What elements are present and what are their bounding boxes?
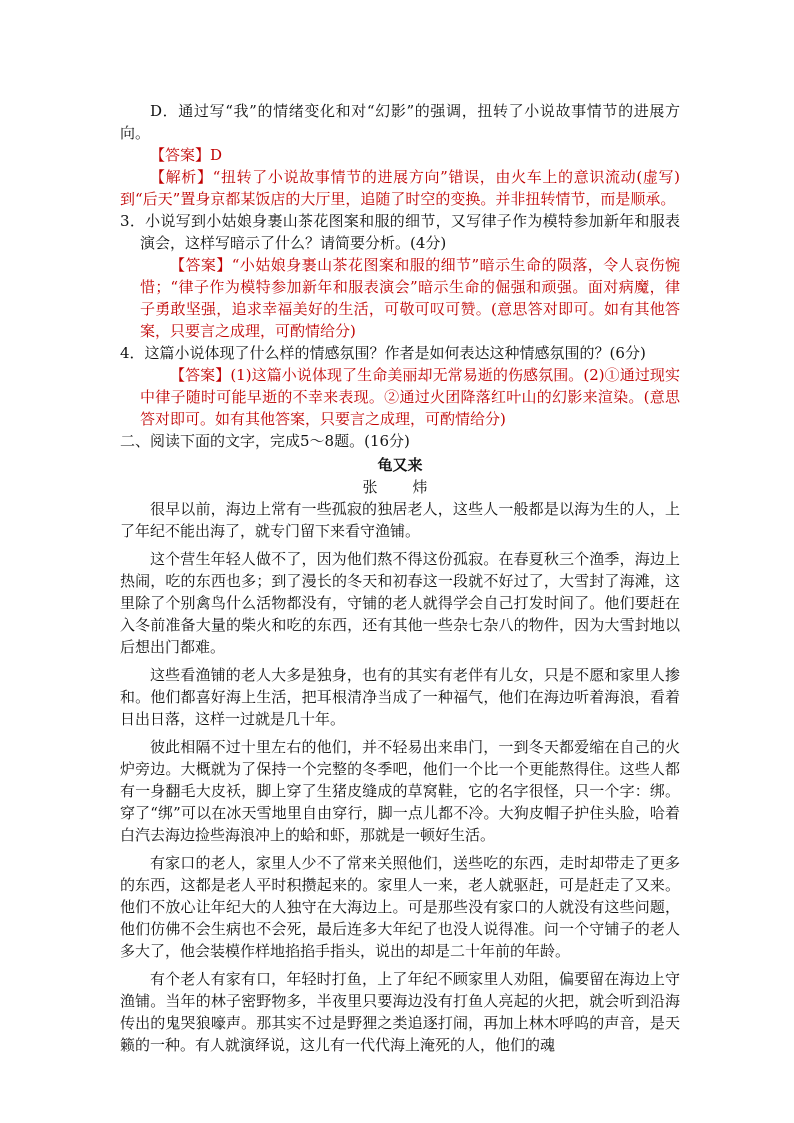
- paragraph-3: 这些看渔铺的老人大多是独身，也有的其实有老伴有儿女，只是不愿和家里人掺和。他们都喜好海上生活，把耳根清净当成了一种福气，他们在海边听着海浪，看着日出日落，这样一过就是几十年。: [120, 666, 680, 728]
- passage-title: 龟又来: [377, 456, 423, 474]
- passage-author: 张 炜: [362, 478, 438, 496]
- paragraph-6: 有个老人有家有口，年轻时打鱼，上了年纪不顾家里人劝阻，偏要留在海边上守渔铺。当年的林子密野物多，半夜里只要海边没有打鱼人亮起的火把，就会听到沿海传出的鬼哭狼嚎声。那其实不过是野狸之类追逐打闹，再加上林木呼呜的声音，是天籁的一种。有人就演绎说，这儿有一代代海上淹死的人，他们的魂: [120, 970, 680, 1054]
- section-heading: 二、阅读下面的文字，完成5～8题。(16分): [120, 432, 410, 450]
- question-3: 3．小说写到小姑娘身裹山茶花图案和服的细节，又写律子作为模特参加新年和服表演会，这样写暗示了什么？请简要分析。(4分): [120, 212, 680, 252]
- option-d: D．通过写“我”的情绪变化和对“幻影”的强调，扭转了小说故事情节的进展方向。: [120, 102, 680, 142]
- paragraph-5: 有家口的老人，家里人少不了常来关照他们，送些吃的东西，走时却带走了更多的东西，这都是老人平时积攒起来的。家里人一来，老人就驱赶，可是赶走了又来。他们不放心让年纪大的人独守在大海边上。可是那些没有家口的人就没有这些问题，他们仿佛不会生病也不会死，最后连多大年纪了也没人说得准。问一个守铺子的老人多大了，他会装模作样地掐掐手指头，说出的却是二十年前的年龄。: [120, 854, 680, 960]
- analysis-text: 【解析】“扭转了小说故事情节的进展方向”错误，由火车上的意识流动(虚写)到“后天”置身京都某饭店的大厅里，追随了时空的变换。并非扭转情节，而是顺承。: [120, 168, 680, 208]
- question-4: 4．这篇小说体现了什么样的情感氛围？作者是如何表达这种情感氛围的？(6分): [120, 344, 646, 362]
- paragraph-2: 这个营生年轻人做不了，因为他们熬不得这份孤寂。在春夏秋三个渔季，海边上热闹，吃的东西也多；到了漫长的冬天和初春这一段就不好过了，大雪封了海滩，这里除了个别禽鸟什么活物都没有，守铺的老人就得学会自己打发时间了。他们要赶在入冬前准备大量的柴火和吃的东西，还有其他一些杂七杂八的物件，因为大雪封地以后想出门都难。: [120, 550, 680, 656]
- document-page: [120, 100, 680, 1056]
- paragraph-4: 彼此相隔不过十里左右的他们，并不轻易出来串门，一到冬天都爱缩在自己的火炉旁边。大概就为了保持一个完整的冬季吧，他们一个比一个更能熬得住。这些人都有一身翻毛大皮袄，脚上穿了生猪皮缝成的草窝鞋，它的名字很怪，只一个字：绑。穿了“绑”可以在冰天雪地里自由穿行，脚一点儿都不冷。大狗皮帽子护住头脸，哈着白汽去海边捡些海浪冲上的蛤和虾，那就是一顿好生活。: [120, 738, 680, 844]
- answer-3: 【答案】“小姑娘身裹山茶花图案和服的细节”暗示生命的陨落，令人哀伤惋惜；“律子作为模特参加新年和服表演会”暗示生命的倔强和顽强。面对病魔，律子勇敢坚强，追求幸福美好的生活，可敬可叹可赞。(意思答对即可。如有其他答案，只要言之成理，可酌情给分): [140, 256, 680, 340]
- answer-d: 【答案】D: [150, 146, 223, 164]
- paragraph-1: 很早以前，海边上常有一些孤寂的独居老人，这些人一般都是以海为生的人，上了年纪不能出海了，就专门留下来看守渔铺。: [120, 500, 680, 540]
- answer-4: 【答案】(1)这篇小说体现了生命美丽却无常易逝的伤感氛围。(2)①通过现实中律子随时可能早逝的不幸来表现。②通过火团降落红叶山的幻影来渲染。(意思答对即可。如有其他答案，只要言之成理，可酌情给分): [140, 366, 680, 428]
